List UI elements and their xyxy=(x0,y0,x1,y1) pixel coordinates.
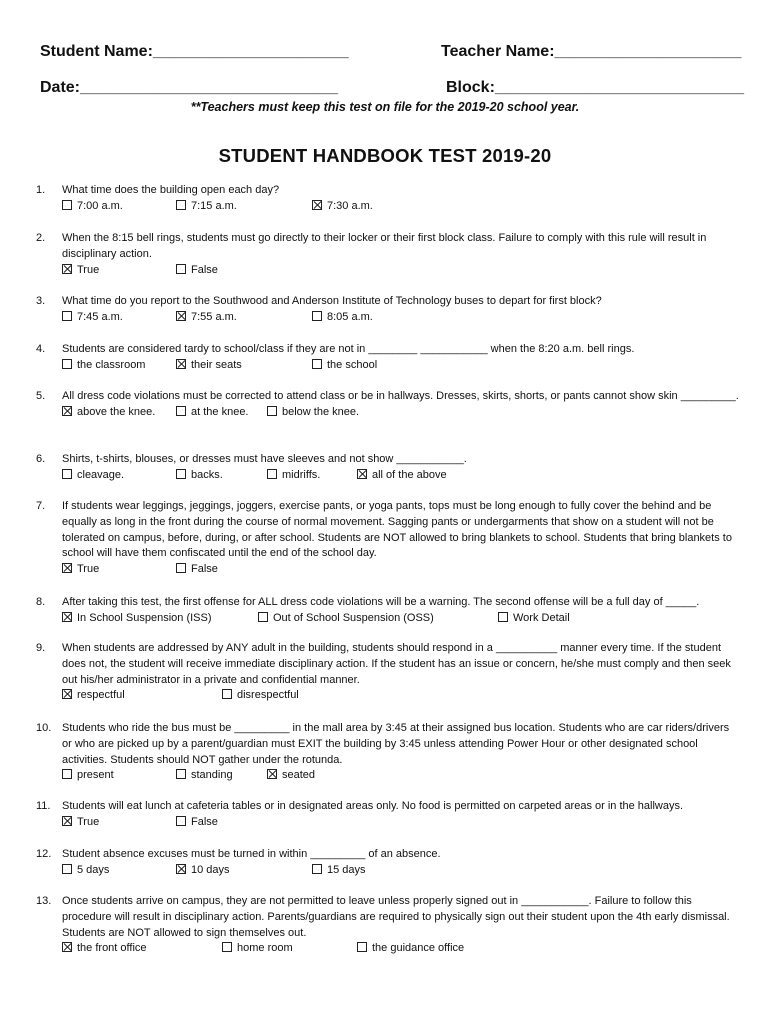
question-text: What time do you report to the Southwood and Anderson Institute of Technology buses to depart for first block? xyxy=(62,295,602,307)
checkbox-icon[interactable] xyxy=(176,563,186,573)
question-number: 9. xyxy=(36,642,46,654)
teacher-note: **Teachers must keep this test on file for the 2019-20 school year. xyxy=(190,100,580,114)
checkbox-icon[interactable] xyxy=(222,942,232,952)
question-text: When the 8:15 bell rings, students must go directly to their locker or their first block class. Failure to comply with this rule will result in disciplinary action. xyxy=(62,232,707,260)
answer-option[interactable] xyxy=(62,358,145,374)
answer-option[interactable] xyxy=(267,405,359,421)
question-6 xyxy=(36,452,741,484)
answer-option-label: all of the above xyxy=(372,468,447,481)
checked-checkbox-icon[interactable] xyxy=(357,469,367,479)
student-name-field[interactable]: Student Name:______________________ xyxy=(40,43,349,60)
answer-option[interactable] xyxy=(62,768,114,784)
answer-option[interactable] xyxy=(357,468,447,484)
checkbox-icon[interactable] xyxy=(312,311,322,321)
question-5 xyxy=(36,389,741,421)
answer-option-label: midriffs. xyxy=(282,468,321,481)
answer-option-label: seated xyxy=(282,769,316,782)
checkbox-icon[interactable] xyxy=(176,469,186,479)
checked-checkbox-icon[interactable] xyxy=(267,769,277,779)
answer-option-label: the guidance office xyxy=(372,942,465,955)
checked-checkbox-icon[interactable] xyxy=(62,406,72,416)
answer-option[interactable] xyxy=(312,310,373,326)
checked-checkbox-icon[interactable] xyxy=(62,816,72,826)
question-4 xyxy=(36,342,741,374)
checked-checkbox-icon[interactable] xyxy=(62,689,72,699)
answer-options xyxy=(62,405,741,421)
answer-option-label: Out of School Suspension (OSS) xyxy=(273,611,434,624)
answer-option-label: 5 days xyxy=(77,863,110,876)
checked-checkbox-icon[interactable] xyxy=(62,942,72,952)
checkbox-icon[interactable] xyxy=(267,406,277,416)
question-number: 1. xyxy=(36,184,46,196)
checkbox-icon[interactable] xyxy=(62,769,72,779)
question-text: Student absence excuses must be turned in within _________ of an absence. xyxy=(62,848,441,860)
answer-option-label: the school xyxy=(327,358,378,371)
checked-checkbox-icon[interactable] xyxy=(176,864,186,874)
checkbox-icon[interactable] xyxy=(357,942,367,952)
question-1 xyxy=(36,183,741,215)
answer-option[interactable] xyxy=(176,468,223,484)
answer-option-label: 7:30 a.m. xyxy=(327,199,373,212)
answer-option[interactable] xyxy=(62,562,99,578)
question-text: Students are considered tardy to school/class if they are not in ________ ___________ when the 8:20 a.m. bell rings. xyxy=(62,343,635,355)
answer-option-label: 7:00 a.m. xyxy=(77,199,123,212)
checkbox-icon[interactable] xyxy=(62,359,72,369)
question-8 xyxy=(36,595,741,627)
block-field[interactable]: Block:____________________________ xyxy=(446,79,745,96)
answer-option[interactable] xyxy=(267,768,315,784)
answer-option-label: False xyxy=(191,263,218,276)
checkbox-icon[interactable] xyxy=(222,689,232,699)
checkbox-icon[interactable] xyxy=(498,612,508,622)
checked-checkbox-icon[interactable] xyxy=(62,563,72,573)
checkbox-icon[interactable] xyxy=(267,469,277,479)
answer-option[interactable] xyxy=(62,310,123,326)
question-11 xyxy=(36,799,741,831)
answer-options xyxy=(62,688,741,704)
answer-option[interactable] xyxy=(312,358,377,374)
answer-option[interactable] xyxy=(222,688,299,704)
answer-option-label: 7:15 a.m. xyxy=(191,199,237,212)
answer-option[interactable] xyxy=(62,863,109,879)
answer-options xyxy=(62,468,741,484)
answer-option-label: present xyxy=(77,769,114,782)
checked-checkbox-icon[interactable] xyxy=(176,359,186,369)
answer-options xyxy=(62,815,741,831)
answer-option-label: True xyxy=(77,563,100,576)
question-9 xyxy=(36,641,741,704)
checked-checkbox-icon[interactable] xyxy=(176,311,186,321)
answer-option[interactable] xyxy=(176,358,242,374)
question-text: Once students arrive on campus, they are not permitted to leave unless properly signed out in ___________. Failure to follow this procedure will result in disciplinary action. Parents/guardians are required to physically sign out their student upon the 4th early dismissal. Students are NOT allowed to sign themselves out. xyxy=(62,895,730,939)
answer-option[interactable] xyxy=(357,941,464,957)
question-number: 6. xyxy=(36,453,46,465)
answer-option-label: False xyxy=(191,563,218,576)
question-10 xyxy=(36,721,741,784)
question-number: 13. xyxy=(36,895,52,907)
answer-option-label: cleavage. xyxy=(77,468,125,481)
answer-option[interactable] xyxy=(176,405,249,421)
answer-option-label: at the knee. xyxy=(191,405,249,418)
answer-option[interactable] xyxy=(62,199,123,215)
checkbox-icon[interactable] xyxy=(62,311,72,321)
question-text: When students are addressed by ANY adult in the building, students should respond in a __________ manner every time. If the student does not, the student will receive immediate disciplinary action. If the student has an issue or concern, he/she must comply and then seek out his/her administrator in a private and confidential manner. xyxy=(62,642,731,686)
answer-option[interactable] xyxy=(312,863,366,879)
question-text: Students who ride the bus must be _________ in the mall area by 3:45 at their assigned bus location. Students who are car riders/drivers or who are picked up by a parent/guardian must EXIT the building by 3:45 unless attending Power Hour or other designated school activities. Students should NOT gather under the rotunda. xyxy=(62,722,730,766)
answer-options xyxy=(62,263,741,279)
answer-option-label: the front office xyxy=(77,942,147,955)
answer-option[interactable] xyxy=(176,199,237,215)
answer-option[interactable] xyxy=(176,863,230,879)
answer-option-label: below the knee. xyxy=(282,405,360,418)
checkbox-icon[interactable] xyxy=(176,816,186,826)
question-number: 7. xyxy=(36,500,46,512)
answer-option-label: respectful xyxy=(77,689,125,702)
answer-option-label: 7:45 a.m. xyxy=(77,310,123,323)
teacher-name-field[interactable]: Teacher Name:_____________________ xyxy=(441,43,742,60)
checkbox-icon[interactable] xyxy=(62,469,72,479)
answer-options xyxy=(62,199,741,215)
answer-option[interactable] xyxy=(258,611,434,627)
answer-option-label: above the knee. xyxy=(77,405,156,418)
answer-option[interactable] xyxy=(312,199,373,215)
question-12 xyxy=(36,847,741,879)
answer-options xyxy=(62,611,741,627)
answer-option-label: 7:55 a.m. xyxy=(191,310,237,323)
question-text: Shirts, t-shirts, blouses, or dresses must have sleeves and not show ___________. xyxy=(62,453,467,465)
answer-option-label: 8:05 a.m. xyxy=(327,310,373,323)
answer-option[interactable] xyxy=(267,468,320,484)
answer-option-label: 10 days xyxy=(191,863,230,876)
answer-option[interactable] xyxy=(62,815,99,831)
answer-options xyxy=(62,863,741,879)
answer-option-label: backs. xyxy=(191,468,223,481)
question-number: 12. xyxy=(36,848,52,860)
answer-option[interactable] xyxy=(62,263,99,279)
answer-option-label: their seats xyxy=(191,358,242,371)
answer-option[interactable] xyxy=(62,688,125,704)
checkbox-icon[interactable] xyxy=(176,264,186,274)
date-field[interactable]: Date:_____________________________ xyxy=(40,79,339,96)
checkbox-icon[interactable] xyxy=(312,864,322,874)
answer-options xyxy=(62,358,741,374)
answer-option-label: home room xyxy=(237,942,293,955)
question-number: 10. xyxy=(36,722,52,734)
answer-option[interactable] xyxy=(62,941,147,957)
checkbox-icon[interactable] xyxy=(62,864,72,874)
answer-option[interactable] xyxy=(222,941,293,957)
answer-option-label: Work Detail xyxy=(513,611,570,624)
checked-checkbox-icon[interactable] xyxy=(312,200,322,210)
question-text: If students wear leggings, jeggings, joggers, exercise pants, or yoga pants, tops must be long enough to fully cover the behind and be equally as long in the front during the course of normal movement. Sagging pants or undergarments that show on a student will not be tolerated on campus, before, during, or after school. Students are NOT allowed to bring blankets to school. Students that bring blankets to school will have them confiscated until the end of the school day. xyxy=(62,500,732,560)
question-text: After taking this test, the first offense for ALL dress code violations will be a warning. The second offense will be a full day of _____. xyxy=(62,596,700,608)
answer-option[interactable] xyxy=(498,611,570,627)
answer-options xyxy=(62,310,741,326)
answer-option[interactable] xyxy=(176,263,218,279)
question-text: All dress code violations must be corrected to attend class or be in hallways. Dresses, skirts, shorts, or pants cannot show skin _________. xyxy=(62,390,739,402)
checked-checkbox-icon[interactable] xyxy=(62,612,72,622)
answer-option[interactable] xyxy=(62,405,155,421)
question-number: 11. xyxy=(36,800,51,812)
answer-option-label: 15 days xyxy=(327,863,366,876)
question-number: 4. xyxy=(36,343,46,355)
answer-option-label: True xyxy=(77,815,100,828)
answer-option[interactable] xyxy=(176,310,237,326)
answer-option[interactable] xyxy=(62,611,212,627)
question-text: Students will eat lunch at cafeteria tables or in designated areas only. No food is permitted on carpeted areas or in the hallways. xyxy=(62,800,684,812)
answer-options xyxy=(62,768,741,784)
answer-options xyxy=(62,562,741,578)
checked-checkbox-icon[interactable] xyxy=(62,264,72,274)
page-title: STUDENT HANDBOOK TEST 2019-20 xyxy=(218,145,552,166)
question-2 xyxy=(36,231,741,279)
question-text: What time does the building open each day? xyxy=(62,184,280,196)
answer-option[interactable] xyxy=(176,815,218,831)
question-7 xyxy=(36,499,741,578)
answer-options xyxy=(62,941,741,957)
answer-option[interactable] xyxy=(62,468,124,484)
answer-option-label: True xyxy=(77,263,100,276)
question-number: 8. xyxy=(36,596,46,608)
checkbox-icon[interactable] xyxy=(176,769,186,779)
answer-option-label: False xyxy=(191,815,218,828)
answer-option[interactable] xyxy=(176,562,218,578)
checkbox-icon[interactable] xyxy=(176,406,186,416)
question-13 xyxy=(36,894,741,957)
checkbox-icon[interactable] xyxy=(62,200,72,210)
checkbox-icon[interactable] xyxy=(176,200,186,210)
question-3 xyxy=(36,294,741,326)
answer-option-label: the classroom xyxy=(77,358,146,371)
question-number: 2. xyxy=(36,232,46,244)
checkbox-icon[interactable] xyxy=(258,612,268,622)
checkbox-icon[interactable] xyxy=(312,359,322,369)
answer-option[interactable] xyxy=(176,768,233,784)
question-number: 3. xyxy=(36,295,46,307)
question-number: 5. xyxy=(36,390,46,402)
answer-option-label: disrespectful xyxy=(237,689,299,702)
answer-option-label: In School Suspension (ISS) xyxy=(77,611,212,624)
answer-option-label: standing xyxy=(191,769,233,782)
